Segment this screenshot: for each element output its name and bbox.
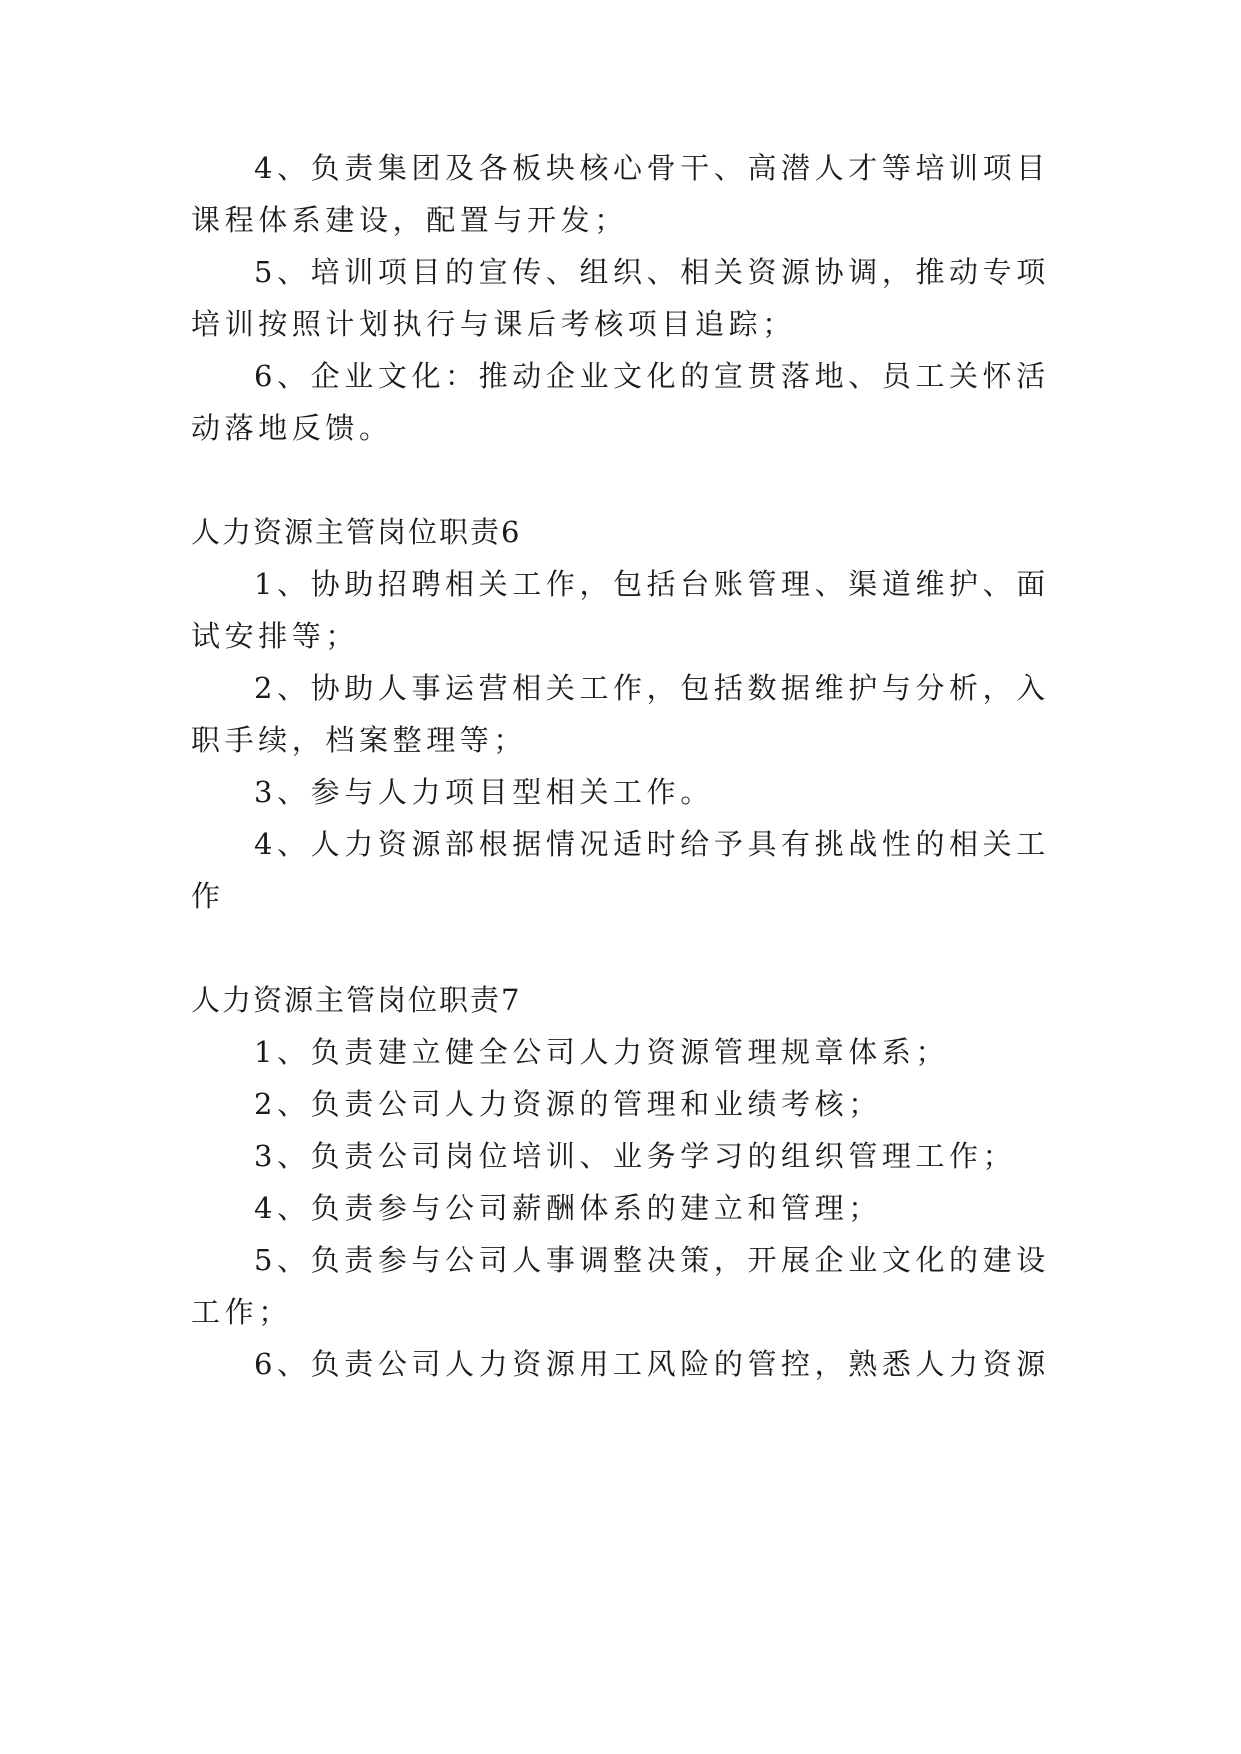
paragraph-line: 4、负责集团及各板块核心骨干、高潜人才等培训项目 (254, 151, 1050, 185)
section-heading: 人力资源主管岗位职责6 (191, 515, 522, 549)
paragraph-line: 培训按照计划执行与课后考核项目追踪； (191, 307, 796, 341)
section-heading: 人力资源主管岗位职责7 (191, 983, 522, 1017)
paragraph-line: 6、负责公司人力资源用工风险的管控，熟悉人力资源 (254, 1347, 1050, 1381)
paragraph-line: 5、培训项目的宣传、组织、相关资源协调，推动专项 (254, 255, 1050, 289)
paragraph-line: 1、协助招聘相关工作，包括台账管理、渠道维护、面 (254, 567, 1050, 601)
paragraph-line: 作 (191, 879, 225, 913)
paragraph-line: 5、负责参与公司人事调整决策，开展企业文化的建设 (254, 1243, 1050, 1277)
paragraph-line: 动落地反馈。 (191, 411, 393, 445)
paragraph-line: 6、企业文化：推动企业文化的宣贯落地、员工关怀活 (254, 359, 1050, 393)
paragraph-line: 3、负责公司岗位培训、业务学习的组织管理工作； (254, 1139, 1017, 1173)
paragraph-line: 2、负责公司人力资源的管理和业绩考核； (254, 1087, 882, 1121)
paragraph-line: 4、人力资源部根据情况适时给予具有挑战性的相关工 (254, 827, 1050, 861)
paragraph-line: 职手续，档案整理等； (191, 723, 528, 757)
paragraph-line: 3、参与人力项目型相关工作。 (254, 775, 714, 809)
paragraph-line: 试安排等； (191, 619, 360, 653)
paragraph-line: 课程体系建设，配置与开发； (191, 203, 628, 237)
paragraph-line: 4、负责参与公司薪酬体系的建立和管理； (254, 1191, 882, 1225)
paragraph-line: 2、协助人事运营相关工作，包括数据维护与分析，入 (254, 671, 1050, 705)
paragraph-line: 1、负责建立健全公司人力资源管理规章体系； (254, 1035, 950, 1069)
paragraph-line: 工作； (191, 1295, 292, 1329)
